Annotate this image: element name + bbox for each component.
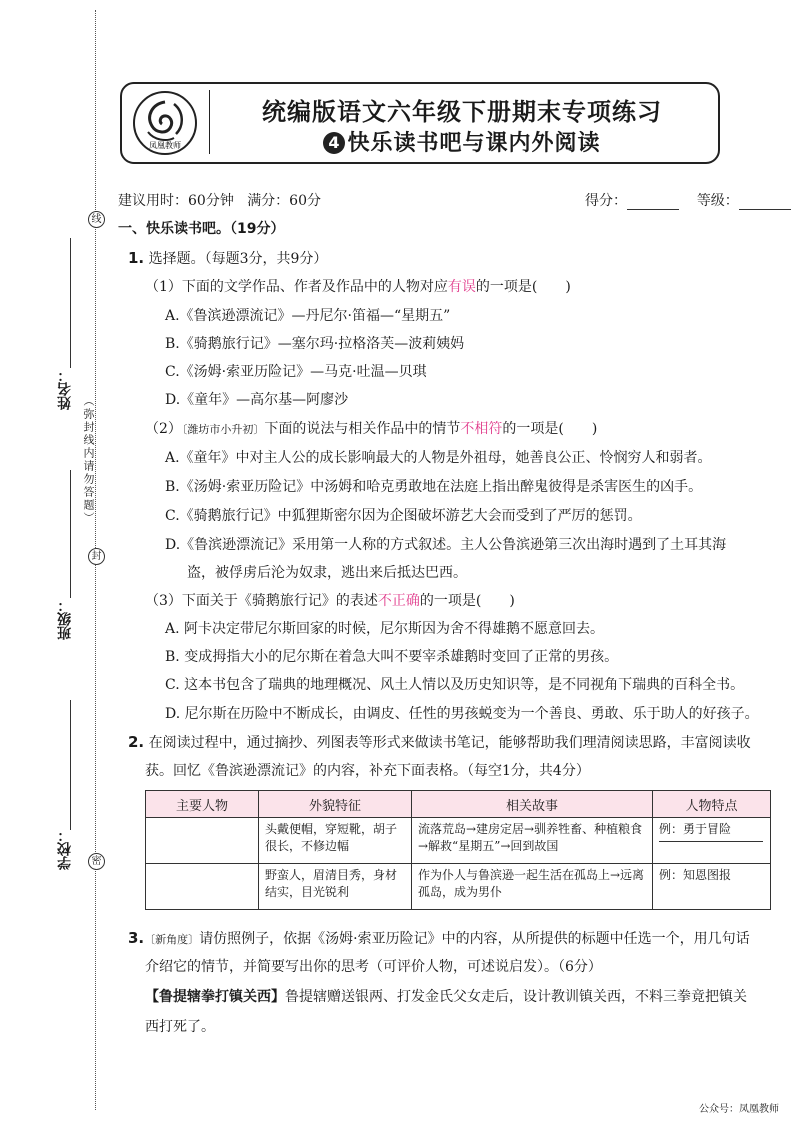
seal-mi: 密 [88,853,105,870]
story-cell-1: 流落荒岛→建房定居→驯养牲畜、种植粮食→解救“星期五”→回到故国 [412,818,653,864]
q1-sub3-option-a[interactable]: A. 阿卡决定带尼尔斯回家的时候，尼尔斯因为舍不得雄鹅不愿意回去。 [165,621,605,637]
q3-tag: 〔新角度〕 [144,933,200,946]
trait-cell-1[interactable] [653,818,771,864]
looks-cell-2: 野蛮人，眉清目秀，身材结实，目光锐利 [259,864,412,910]
binding-note: （弥封线内请勿答题） [82,395,95,525]
q1-sub2-option-d[interactable]: D.《鲁滨逊漂流记》采用第一人称的方式叙述。主人公鲁滨逊第三次出海时遇到了土耳其海 [165,537,727,553]
meta-info [118,190,321,210]
q1-sub2-stem [145,418,597,438]
q1-sub3-option-c[interactable]: C. 这本书包含了瑞典的地理概况、风土人情以及历史知识等，是不同视角下瑞典的百科全书。 [165,677,745,693]
q3-example-line1 [145,986,747,1006]
person-cell-2[interactable] [146,864,259,910]
table-row [146,864,771,910]
page-subtitle [217,126,707,157]
q3-number: 3. [128,929,145,947]
suggested-time: 建议用时：60分钟 [118,193,234,209]
q1-sub1-key: 有误 [447,279,476,295]
score-label: 得分： [585,193,627,209]
q1-sub1-post: 的一项是( ) [475,279,571,295]
q1-sub2-key: 不相符 [460,421,503,437]
name-blank[interactable] [70,238,71,368]
q1-sub2-option-a[interactable]: A.《童年》中对主人公的成长影响最大的人物是外祖母，她善良公正、怜悯穷人和弱者。 [165,450,712,466]
full-score: 满分：60分 [247,193,322,209]
grade-label: 等级： [696,193,739,209]
q1-sub2-mid: 下面的说法与相关作品中的情节 [264,421,461,437]
q1-sub3-pre: （3）下面关于《骑鹅旅行记》的表述 [145,593,378,609]
q2-stem-line2: 获。回忆《鲁滨逊漂流记》的内容，补充下面表格。（每空1分，共4分） [145,763,590,779]
trait-cell-2: 例：知恩图报 [653,864,771,910]
footer-wechat: 公众号：凤凰教师 [699,1104,779,1115]
th-story: 相关故事 [412,791,653,818]
school-label: 学校： [57,828,73,870]
q1-sub2-tag: 〔潍坊市小升初〕 [181,423,265,436]
q3-text-1: 请仿照例子，依据《汤姆·索亚历险记》中的内容，从所提供的标题中任选一个，用几句话 [199,931,750,947]
phoenix-logo [130,90,200,156]
score-fields [585,190,791,210]
table-header-row [146,791,771,818]
logo-text: 凤凰教师 [149,141,181,150]
q1-number: 1. [128,249,145,267]
q3-example-line2: 西打死了。 [145,1019,215,1035]
q1-stem [128,248,327,268]
looks-cell-1: 头戴便帽，穿短靴，胡子很长，不修边幅 [259,818,412,864]
subtitle-text: 快乐读书吧与课内外阅读 [347,131,601,156]
q1-sub2-option-c[interactable]: C.《骑鹅旅行记》中狐狸斯密尔因为企图破坏游艺大会而受到了严厉的惩罚。 [165,508,642,524]
trait-example-1: 例：勇于冒险 [659,822,732,836]
q3-example-title: 【鲁提辖拳打镇关西】 [145,989,285,1005]
q1-sub2-pre: （2） [145,421,182,437]
q1-sub1-pre: （1）下面的文学作品、作者及作品中的人物对应 [145,279,448,295]
table-row [146,818,771,864]
school-blank[interactable] [70,700,71,830]
q1-sub1-option-b[interactable]: B.《骑鹅旅行记》—塞尔玛·拉格洛芙—波莉姨妈 [165,336,465,352]
q3-example-text-1: 鲁提辖赠送银两、打发金氏父女走后，设计教训镇关西，不料三拳竟把镇关 [285,989,747,1005]
q3-stem-line1 [128,928,750,948]
q1-sub3-key: 不正确 [377,593,420,609]
th-looks: 外貌特征 [259,791,412,818]
title-banner [120,82,720,164]
q1-sub3-stem [145,590,515,610]
q1-sub3-option-b[interactable]: B. 变成拇指大小的尼尔斯在着急大叫不要宰杀雄鹅时变回了正常的男孩。 [165,649,619,665]
th-trait: 人物特点 [653,791,771,818]
header-divider [209,90,210,154]
q1-sub1-stem [145,276,571,296]
q3-stem-line2: 介绍它的情节，并简要写出你的思考（可评价人物，可述说启发）。（6分） [145,959,602,975]
q1-sub2-option-b[interactable]: B.《汤姆·索亚历险记》中汤姆和哈克勇敢地在法庭上指出醉鬼彼得是杀害医生的凶手。 [165,479,703,495]
person-cell-1[interactable] [146,818,259,864]
class-label: 班级： [57,598,73,640]
q1-sub1-option-a[interactable]: A.《鲁滨逊漂流记》—丹尼尔·笛福—“星期五” [165,308,451,324]
story-cell-2: 作为仆人与鲁滨逊一起生活在孤岛上→远离孤岛，成为男仆 [412,864,653,910]
subtitle-number: 4 [323,132,345,154]
q1-sub3-option-d[interactable]: D. 尼尔斯在历险中不断成长，由调皮、任性的男孩蜕变为一个善良、勇敢、乐于助人的好孩子。 [165,706,759,722]
q2-text-1: 在阅读过程中，通过摘抄、列图表等形式来做读书笔记，能够帮助我们理清阅读思路，丰富阅读收 [148,735,751,751]
q2-number: 2. [128,733,145,751]
q1-text: 选择题。（每题3分，共9分） [148,251,328,267]
reading-notes-table [145,790,771,910]
page-title: 统编版语文六年级下册期末专项练习 [262,98,662,126]
q2-stem-line1 [128,732,751,752]
th-person: 主要人物 [146,791,259,818]
name-label: 姓名： [57,368,73,410]
seal-feng: 封 [88,548,105,565]
grade-blank[interactable] [739,193,791,210]
section-1-title: 一、快乐读书吧。（19分） [118,221,285,237]
class-blank[interactable] [70,470,71,598]
score-blank[interactable] [627,193,679,210]
q1-sub2-post: 的一项是( ) [502,421,598,437]
seal-xian: 线 [88,211,105,228]
q1-sub1-option-c[interactable]: C.《汤姆·索亚历险记》—马克·吐温—贝琪 [165,364,427,380]
trait-blank-1[interactable] [659,841,763,842]
q1-sub2-option-d-cont: 盗，被俘虏后沦为奴隶，逃出来后抵达巴西。 [187,565,467,581]
q1-sub3-post: 的一项是( ) [419,593,515,609]
q1-sub1-option-d[interactable]: D.《童年》—高尔基—阿廖沙 [165,392,349,408]
